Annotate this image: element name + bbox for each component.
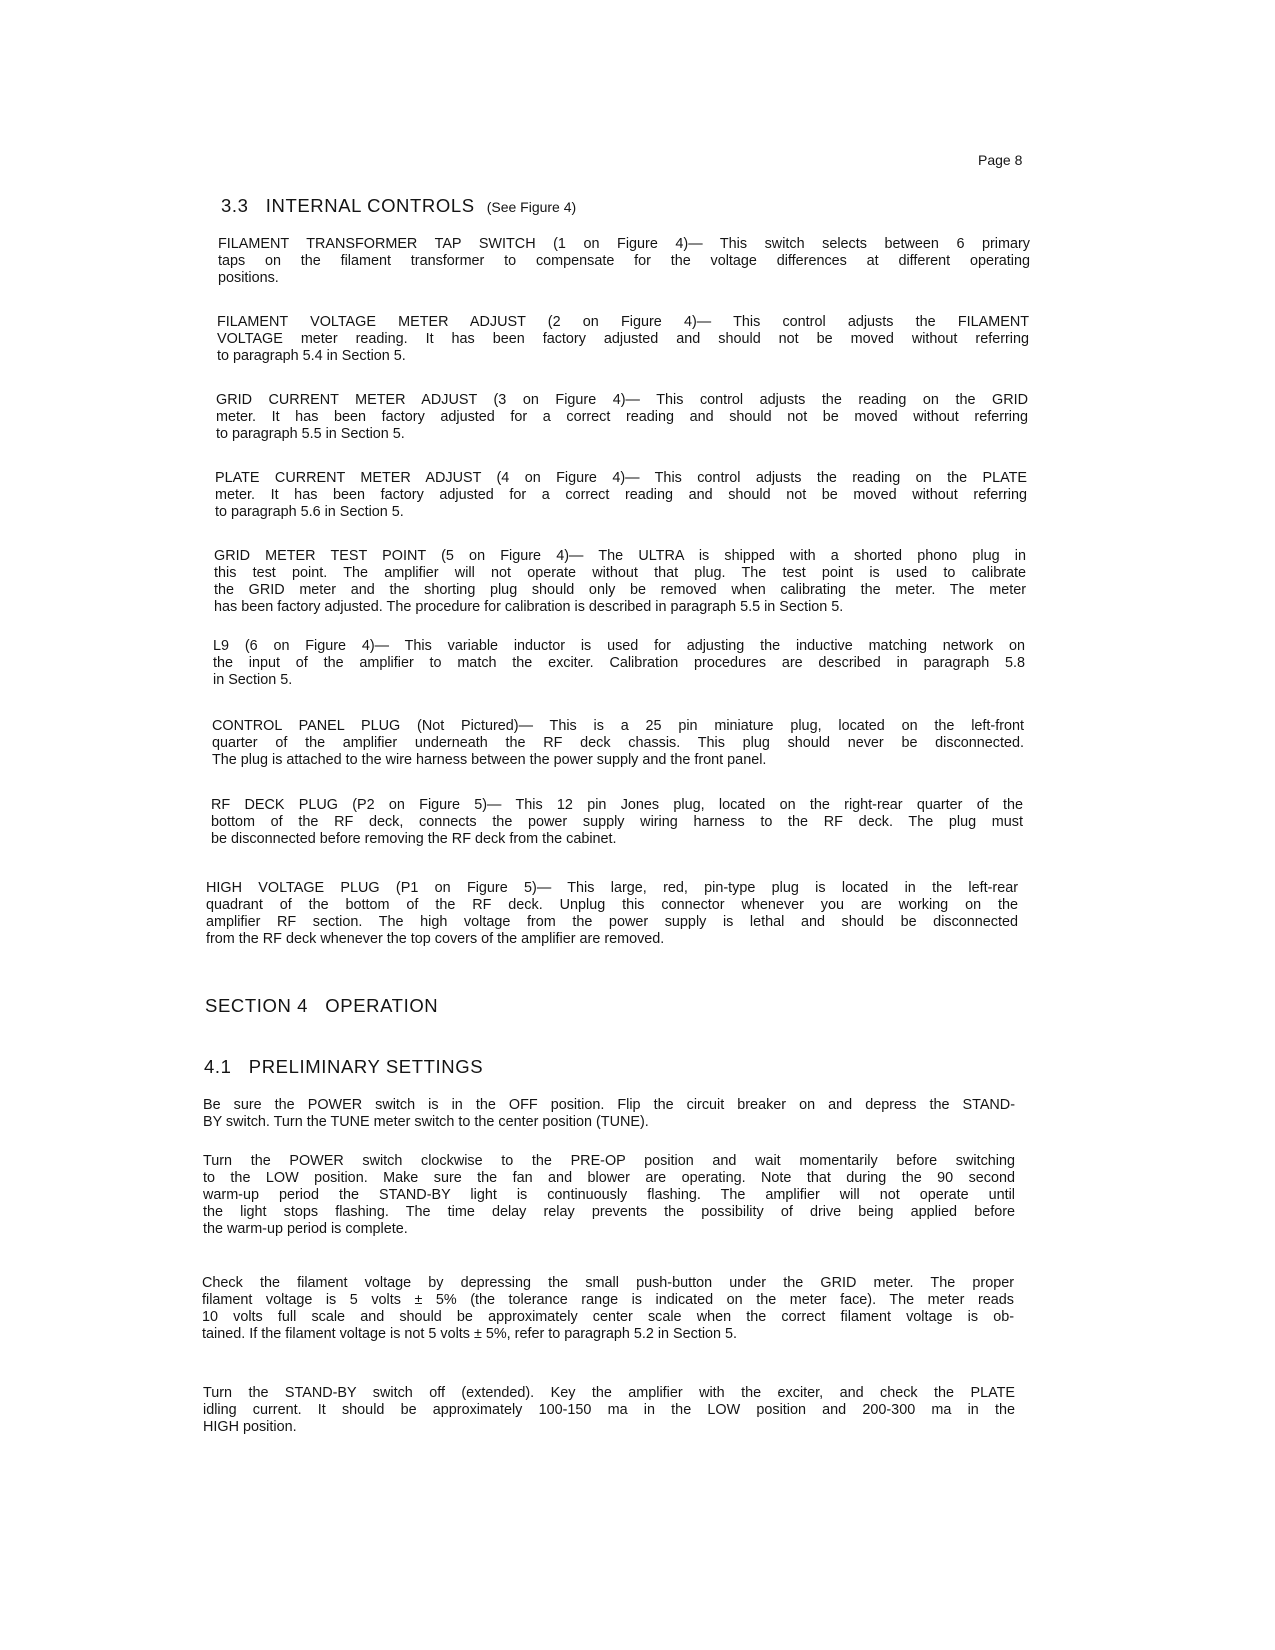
section-note: (See Figure 4) — [486, 199, 577, 215]
paragraph — [203, 1153, 1015, 1238]
text-line: has been factory adjusted. The procedure for calibration is described in paragraph 5.5 in Section 5. — [214, 599, 844, 615]
text-line: meter. It has been factory adjusted for a correct reading and should not be moved without referring — [216, 409, 1028, 425]
text-line: L9 (6 on Figure 4)— This variable inductor is used for adjusting the inductive matching network on — [213, 638, 1025, 654]
paragraph — [206, 880, 1018, 948]
text-line: bottom of the RF deck, connects the power supply wiring harness to the RF deck. The plug must — [211, 814, 1023, 830]
text-line: CONTROL PANEL PLUG (Not Pictured)— This is a 25 pin miniature plug, located on the left-front — [212, 718, 1024, 734]
text-line: taps on the filament transformer to compensate for the voltage differences at different operating — [218, 253, 1030, 269]
paragraph — [218, 236, 1030, 287]
text-line: BY switch. Turn the TUNE meter switch to the center position (TUNE). — [203, 1114, 649, 1130]
text-line: FILAMENT TRANSFORMER TAP SWITCH (1 on Figure 4)— This switch selects between 6 primary — [218, 236, 1030, 252]
text-line: from the RF deck whenever the top covers of the amplifier are removed. — [206, 931, 665, 947]
section-title: PRELIMINARY SETTINGS — [248, 1056, 484, 1077]
paragraph — [203, 1385, 1015, 1436]
paragraph — [203, 1097, 1015, 1131]
section-number: 4.1 — [204, 1056, 232, 1077]
text-line: 10 volts full scale and should be approximately center scale when the correct filament voltage is ob- — [202, 1309, 1014, 1325]
text-line: idling current. It should be approximately 100-150 ma in the LOW position and 200-300 ma in the — [203, 1402, 1015, 1418]
text-line: Turn the POWER switch clockwise to the PRE-OP position and wait momentarily before switching — [203, 1153, 1015, 1169]
text-line: filament voltage is 5 volts ± 5% (the tolerance range is indicated on the meter face). The meter reads — [202, 1292, 1014, 1308]
text-line: to the LOW position. Make sure the fan and blower are operating. Note that during the 90 second — [203, 1170, 1015, 1186]
text-line: VOLTAGE meter reading. It has been factory adjusted and should not be moved without referring — [217, 331, 1029, 347]
text-line: amplifier RF section. The high voltage from the power supply is lethal and should be disconnected — [206, 914, 1018, 930]
section-heading-4-1 — [204, 1056, 483, 1078]
text-line: the input of the amplifier to match the exciter. Calibration procedures are described in paragraph 5.8 — [213, 655, 1025, 671]
text-line: quarter of the amplifier underneath the RF deck chassis. This plug should never be disconnected. — [212, 735, 1024, 751]
text-line: HIGH VOLTAGE PLUG (P1 on Figure 5)— This large, red, pin-type plug is located in the left-rear — [206, 880, 1018, 896]
text-line: in Section 5. — [213, 672, 293, 688]
paragraph — [202, 1275, 1014, 1343]
text-line: Be sure the POWER switch is in the OFF position. Flip the circuit breaker on and depress the STAND- — [203, 1097, 1015, 1113]
text-line: to paragraph 5.5 in Section 5. — [216, 426, 405, 442]
text-line: to paragraph 5.6 in Section 5. — [215, 504, 404, 520]
text-line: tained. If the filament voltage is not 5 volts ± 5%, refer to paragraph 5.2 in Section 5. — [202, 1326, 738, 1342]
text-line: Check the filament voltage by depressing the small push-button under the GRID meter. The proper — [202, 1275, 1014, 1291]
text-line: Turn the STAND-BY switch off (extended). Key the amplifier with the exciter, and check the PLATE — [203, 1385, 1015, 1401]
text-line: be disconnected before removing the RF deck from the cabinet. — [211, 831, 617, 847]
text-line: HIGH position. — [203, 1419, 297, 1435]
section-title: INTERNAL CONTROLS — [265, 195, 475, 216]
text-line: to paragraph 5.4 in Section 5. — [217, 348, 406, 364]
section-heading-3-3 — [221, 195, 576, 217]
text-line: The plug is attached to the wire harness between the power supply and the front panel. — [212, 752, 767, 768]
section-heading-4: SECTION 4 OPERATION — [205, 995, 439, 1016]
paragraph — [211, 797, 1023, 848]
paragraph — [216, 392, 1028, 443]
text-line: GRID METER TEST POINT (5 on Figure 4)— The ULTRA is shipped with a shorted phono plug in — [214, 548, 1026, 564]
paragraph — [212, 718, 1024, 769]
page-number: Page 8 — [978, 152, 1023, 168]
text-line: PLATE CURRENT METER ADJUST (4 on Figure 4)— This control adjusts the reading on the PLATE — [215, 470, 1027, 486]
text-line: the GRID meter and the shorting plug should only be removed when calibrating the meter. The meter — [214, 582, 1026, 598]
text-line: FILAMENT VOLTAGE METER ADJUST (2 on Figure 4)— This control adjusts the FILAMENT — [217, 314, 1029, 330]
text-line: the warm-up period is complete. — [203, 1221, 408, 1237]
text-line: RF DECK PLUG (P2 on Figure 5)— This 12 pin Jones plug, located on the right-rear quarter of the — [211, 797, 1023, 813]
text-line: positions. — [218, 270, 279, 286]
text-line: this test point. The amplifier will not operate without that plug. The test point is used to calibrate — [214, 565, 1026, 581]
section-number: 3.3 — [221, 195, 249, 216]
text-line: the light stops flashing. The time delay relay prevents the possibility of drive being applied before — [203, 1204, 1015, 1220]
text-line: quadrant of the bottom of the RF deck. Unplug this connector whenever you are working on the — [206, 897, 1018, 913]
paragraph — [214, 548, 1026, 616]
paragraph — [215, 470, 1027, 521]
text-line: warm-up period the STAND-BY light is continuously flashing. The amplifier will not operate until — [203, 1187, 1015, 1203]
paragraph — [217, 314, 1029, 365]
paragraph — [213, 638, 1025, 689]
text-line: meter. It has been factory adjusted for a correct reading and should not be moved without referring — [215, 487, 1027, 503]
text-line: GRID CURRENT METER ADJUST (3 on Figure 4)— This control adjusts the reading on the GRID — [216, 392, 1028, 408]
